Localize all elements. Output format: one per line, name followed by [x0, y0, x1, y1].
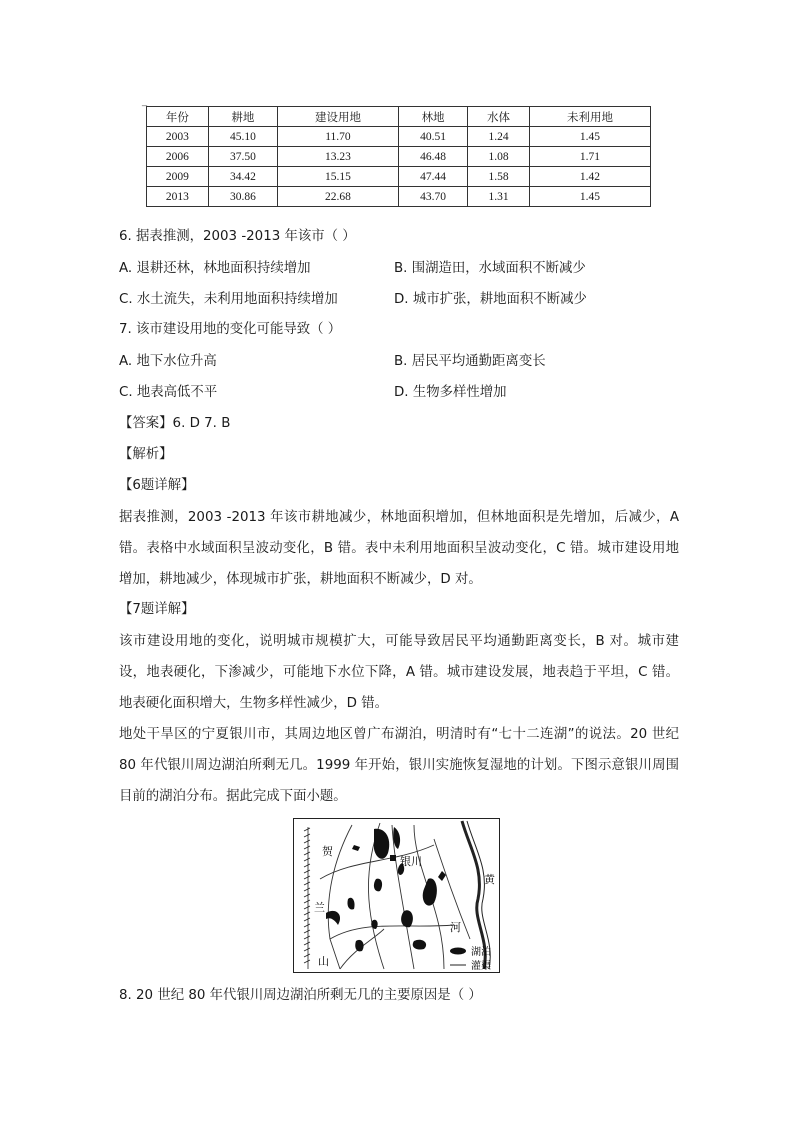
table-cell: 34.42	[208, 167, 277, 187]
legend-lake-symbol	[450, 948, 466, 955]
header-water: 水体	[468, 107, 530, 127]
table-cell: 46.48	[398, 147, 467, 167]
question-7-stem: 7. 该市建设用地的变化可能导致（ ）	[119, 322, 342, 337]
q7-option-d: D. 生物多样性增加	[394, 385, 507, 400]
table-cell: 2006	[147, 147, 209, 167]
detail-7-text: 该市建设用地的变化，说明城市规模扩大，可能导致居民平均通勤距离变长，B 对。城市建设，地表硬化，下渗减少，可能地下水位下降，A 错。城市建设发展，地表趋于平坦，C 错。地表硬化面积增大，生物多样性减少，D 错。	[119, 634, 679, 711]
table-cell: 1.58	[468, 167, 530, 187]
header-year: 年份	[147, 107, 209, 127]
table-cell: 1.08	[468, 147, 530, 167]
yinchuan-lake-map	[293, 818, 500, 973]
header-construction-land: 建设用地	[277, 107, 398, 127]
table-cell: 2009	[147, 167, 209, 187]
table-cell: 2013	[147, 187, 209, 207]
legend-canal-label: 灌渠	[471, 961, 491, 971]
q6-option-a: A. 退耕还林，林地面积持续增加	[119, 261, 311, 276]
analysis-title: 【解析】	[119, 447, 173, 462]
q6-option-b: B. 围湖造田，水域面积不断减少	[394, 261, 586, 276]
table-cell: 1.42	[529, 167, 650, 187]
label-lan: 兰	[314, 902, 325, 914]
question-6-stem: 6. 据表推测，2003 -2013 年该市（ ）	[119, 229, 356, 244]
table-cell: 37.50	[208, 147, 277, 167]
table-cell: 40.51	[398, 127, 467, 147]
detail-7-title: 【7题详解】	[119, 602, 195, 617]
q6-option-c: C. 水土流失，未利用地面积持续增加	[119, 292, 338, 307]
table-cell: 11.70	[277, 127, 398, 147]
table-cell: 13.23	[277, 147, 398, 167]
answer-line: 【答案】6. D 7. B	[119, 416, 231, 431]
table-row	[147, 147, 651, 167]
table-cell: 1.45	[529, 127, 650, 147]
header-unused-land: 未利用地	[529, 107, 650, 127]
table-row	[147, 167, 651, 187]
detail-6-title: 【6题详解】	[119, 478, 195, 493]
detail-6-text: 据表推测，2003 -2013 年该市耕地减少，林地面积增加，但林地面积是先增加，后减少，A 错。表格中水域面积呈波动变化，B 错。表中未利用地面积呈波动变化，C 错。城市建设用地增加，耕地减少，体现城市扩张，耕地面积不断减少，D 对。	[119, 510, 679, 587]
table-cell: 2003	[147, 127, 209, 147]
table-header-row	[147, 107, 651, 127]
table-cell: 15.15	[277, 167, 398, 187]
legend-lake-label: 湖泊	[471, 947, 491, 958]
passage-text: 地处干旱区的宁夏银川市，其周边地区曾广布湖泊，明清时有“七十二连湖”的说法。20 世纪 80 年代银川周边湖泊所剩无几。1999 年开始，银川实施恢复湿地的计划。下图示意银川周围目前的湖泊分布。据此完成下面小题。	[119, 727, 679, 804]
label-huang: 黄	[484, 874, 495, 886]
paragraph-marker: _	[142, 96, 148, 106]
header-forest: 林地	[398, 107, 467, 127]
q7-option-b: B. 居民平均通勤距离变长	[394, 354, 546, 369]
q6-option-d: D. 城市扩张，耕地面积不断减少	[394, 292, 587, 307]
table-row	[147, 187, 651, 207]
table-cell: 1.71	[529, 147, 650, 167]
question-8-stem: 8. 20 世纪 80 年代银川周边湖泊所剩无几的主要原因是（ ）	[119, 988, 482, 1003]
label-river: 河	[450, 922, 461, 934]
q7-option-a: A. 地下水位升高	[119, 354, 217, 369]
label-he: 贺	[322, 846, 333, 858]
table-cell: 1.31	[468, 187, 530, 207]
table-cell: 45.10	[208, 127, 277, 147]
table-cell: 30.86	[208, 187, 277, 207]
land-use-table	[146, 106, 651, 207]
table-cell: 47.44	[398, 167, 467, 187]
table-row	[147, 127, 651, 147]
q7-option-c: C. 地表高低不平	[119, 385, 218, 400]
label-yinchuan: 银川	[400, 856, 422, 868]
table-cell: 22.68	[277, 187, 398, 207]
table-cell: 43.70	[398, 187, 467, 207]
table-cell: 1.45	[529, 187, 650, 207]
table-cell: 1.24	[468, 127, 530, 147]
header-farmland: 耕地	[208, 107, 277, 127]
helan-mountain-hatching	[304, 827, 310, 969]
label-shan: 山	[318, 956, 329, 968]
